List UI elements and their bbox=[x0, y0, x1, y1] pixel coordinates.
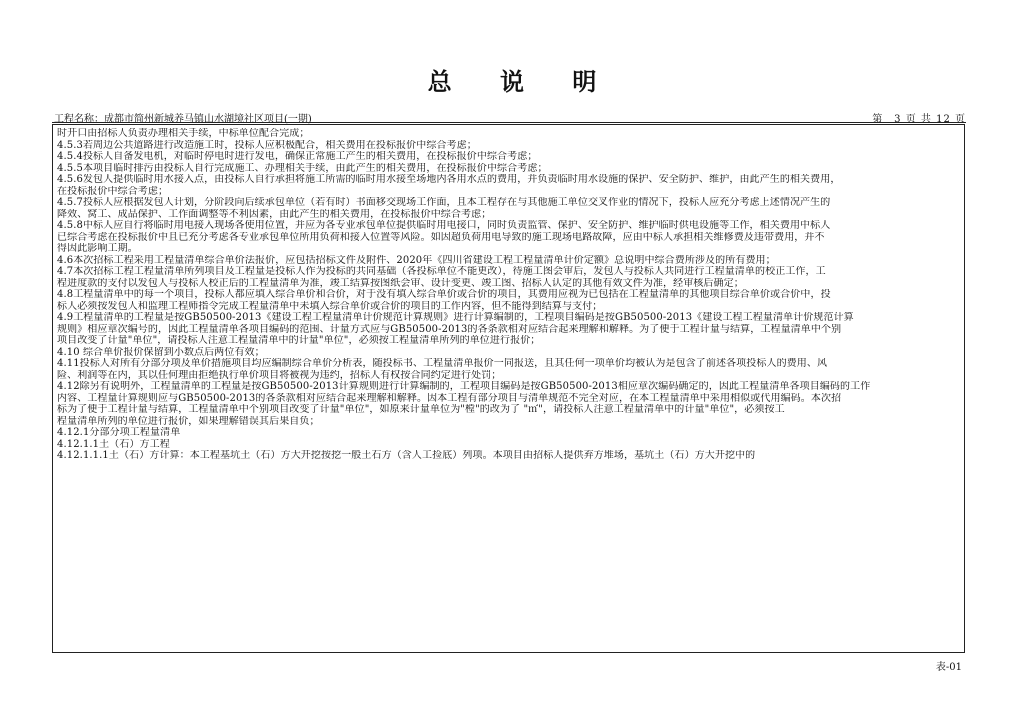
text-line: 4.10 综合单价报价保留到小数点后两位有效； bbox=[57, 346, 265, 358]
text-line: 4.5.6发包人提供临时用水接入点，由投标人自行承担将施工所需的临时用水接至场地内各用水点的费用，并负责临时用水设施的保护、安全防护、维护，由此产生的相关费用， bbox=[57, 174, 841, 185]
text-line: 4.8工程量清单中的每一个项目，投标人都应填入综合单价和合价，对于没有填入综合单价或合价的项目，其费用应视为已包括在工程量清单的其他项目综合单价或合价中，投 bbox=[57, 289, 831, 300]
text-line: 4.12.1.1.1土（石）方计算：本工程基坑土（石）方大开挖按挖一般土石方（含人工捡底）列项。本项目由招标人提供弃方堆场，基坑土（石）方大开挖中的 bbox=[57, 450, 756, 461]
text-line: 降效、窝工、成品保护、工作面调整等不利因素，由此产生的相关费用，在投标报价中综合考虑； bbox=[57, 208, 492, 220]
text-line: 程量清单所列的单位进行报价，如果理解错误其后果自负； bbox=[57, 415, 320, 427]
text-line: 4.12.1.1土（石）方工程 bbox=[57, 438, 170, 450]
text-line: 程进度款的支付以发包人与投标人校正后的工程量清单为准，竣工结算按图纸会审、设计变更、竣工图、招标人认定的其他有效文件为准，经审核后确定； bbox=[57, 277, 744, 289]
form-code: 表-01 bbox=[935, 662, 962, 673]
text-line: 险、利润等在内，其以任何理由拒绝执行单价项目将被视为违约，招标人有权按合同约定进行处罚； bbox=[57, 369, 502, 381]
text-line: 标为了便于工程计量与结算，工程量清单中个别项目改变了计量"单位"，如原来计量单位为"樘"的改为了 "㎡"，请投标人注意工程量清单中的计量"单位"，必须按工 bbox=[57, 404, 785, 415]
text-line: 4.7本次招标工程工程量清单所列项目及工程量是投标人作为投标的共同基础（各投标单位不能更改），待施工图会审后，发包人与投标人共同进行工程量清单的校正工作，工 bbox=[57, 266, 826, 277]
text-line: 4.12.1分部分项工程量清单 bbox=[57, 427, 181, 438]
text-line: 在投标报价中综合考虑； bbox=[57, 185, 169, 197]
text-line: 4.6本次招标工程采用工程量清单综合单价法报价，应包括招标文件及附件、2020年《四川省建设工程工程量清单计价定额》总说明中综合费所涉及的所有费用； bbox=[57, 254, 776, 266]
page-title: 总 说 明 bbox=[427, 67, 617, 96]
text-line: 4.11投标人对所有分部分项及单价措施项目均应编制综合单价分析表，随投标书、工程量清单报价一同报送，且其任何一项单价均被认为是包含了前述各项投标人的费用、风 bbox=[57, 358, 828, 369]
text-line: 4.5.8中标人应自行将临时用电接入现场各使用位置，并应为各专业承包单位提供临时用电接口，同时负责监管、保护、安全防护、维护临时供电设施等工作，相关费用中标人 bbox=[57, 220, 831, 231]
content-box bbox=[52, 124, 965, 653]
text-line: 4.9工程量清单的工程量是按GB50500-2013《建设工程工程量清单计价规范计算规则》进行计算编制的，工程项目编码是按GB50500-2013《建设工程工程量清单计价规范计算 bbox=[57, 312, 854, 323]
project-name: 工程名称：成都市简州新城养马镇山水湖境社区项目(一期) bbox=[54, 114, 312, 125]
text-line: 标人必须按发包人和监理工程师指令完成工程量清单中未填入综合单价或合价的项目的工作内容，但不能得到结算与支付； bbox=[57, 300, 603, 312]
header-rule bbox=[52, 122, 966, 123]
page-number: 第 3 页 共 12 页 bbox=[872, 114, 966, 125]
text-line: 规则》相应章次编号的，因此工程量清单各项目编码的范围、计量方式应与GB50500-2013的各条款相对应结合起来理解和解释。为了便于工程计量与结算，工程量清单中个别 bbox=[57, 323, 842, 335]
text-line: 4.5.3若周边公共道路进行改造施工时，投标人应积极配合，相关费用在投标报价中综合考虑； bbox=[57, 139, 477, 151]
text-line: 4.5.7投标人应根据发包人计划，分阶段向后续承包单位（若有时）书面移交现场工作面，且本工程存在与其他施工单位交叉作业的情况下，投标人应充分考虑上述情况产生的 bbox=[57, 197, 831, 208]
text-line: 4.5.4投标人自备发电机，对临时停电时进行发电，确保正常施工产生的相关费用，在投标报价中综合考虑； bbox=[57, 151, 538, 162]
text-line: 4.5.5本项目临时排污由投标人自行完成施工、办理相关手续，由此产生的相关费用，在投标报价中综合考虑； bbox=[57, 162, 548, 174]
text-line: 内容、工程量计算规则应与GB50500-2013的各条款相对应结合起来理解和解释。因本工程有部分项目与清单规范不完全对应，在本工程量清单中采用相似或代用编码。本次招 bbox=[57, 392, 842, 404]
text-line: 得因此影响工期。 bbox=[57, 243, 138, 254]
text-line: 项目改变了计量"单位"，请投标人注意工程量清单中的计量"单位"，必须按工程量清单所列的单位进行报价； bbox=[57, 335, 541, 346]
text-line: 已综合考虑在投标报价中且已充分考虑各专业承包单位所用负荷和接入位置等风险。如因超负荷用电导致的施工现场电路故障，应由中标人承担相关维修费及违带费用，并不 bbox=[57, 231, 825, 243]
text-line: 4.12除另有说明外，工程量清单的工程量是按GB50500-2013计算规则进行计算编制的，工程项目编码是按GB50500-2013相应章次编码确定的，因此工程量清单各项目编码的工作 bbox=[57, 381, 871, 392]
text-line: 时开口由招标人负责办理相关手续，中标单位配合完成； bbox=[57, 128, 310, 139]
